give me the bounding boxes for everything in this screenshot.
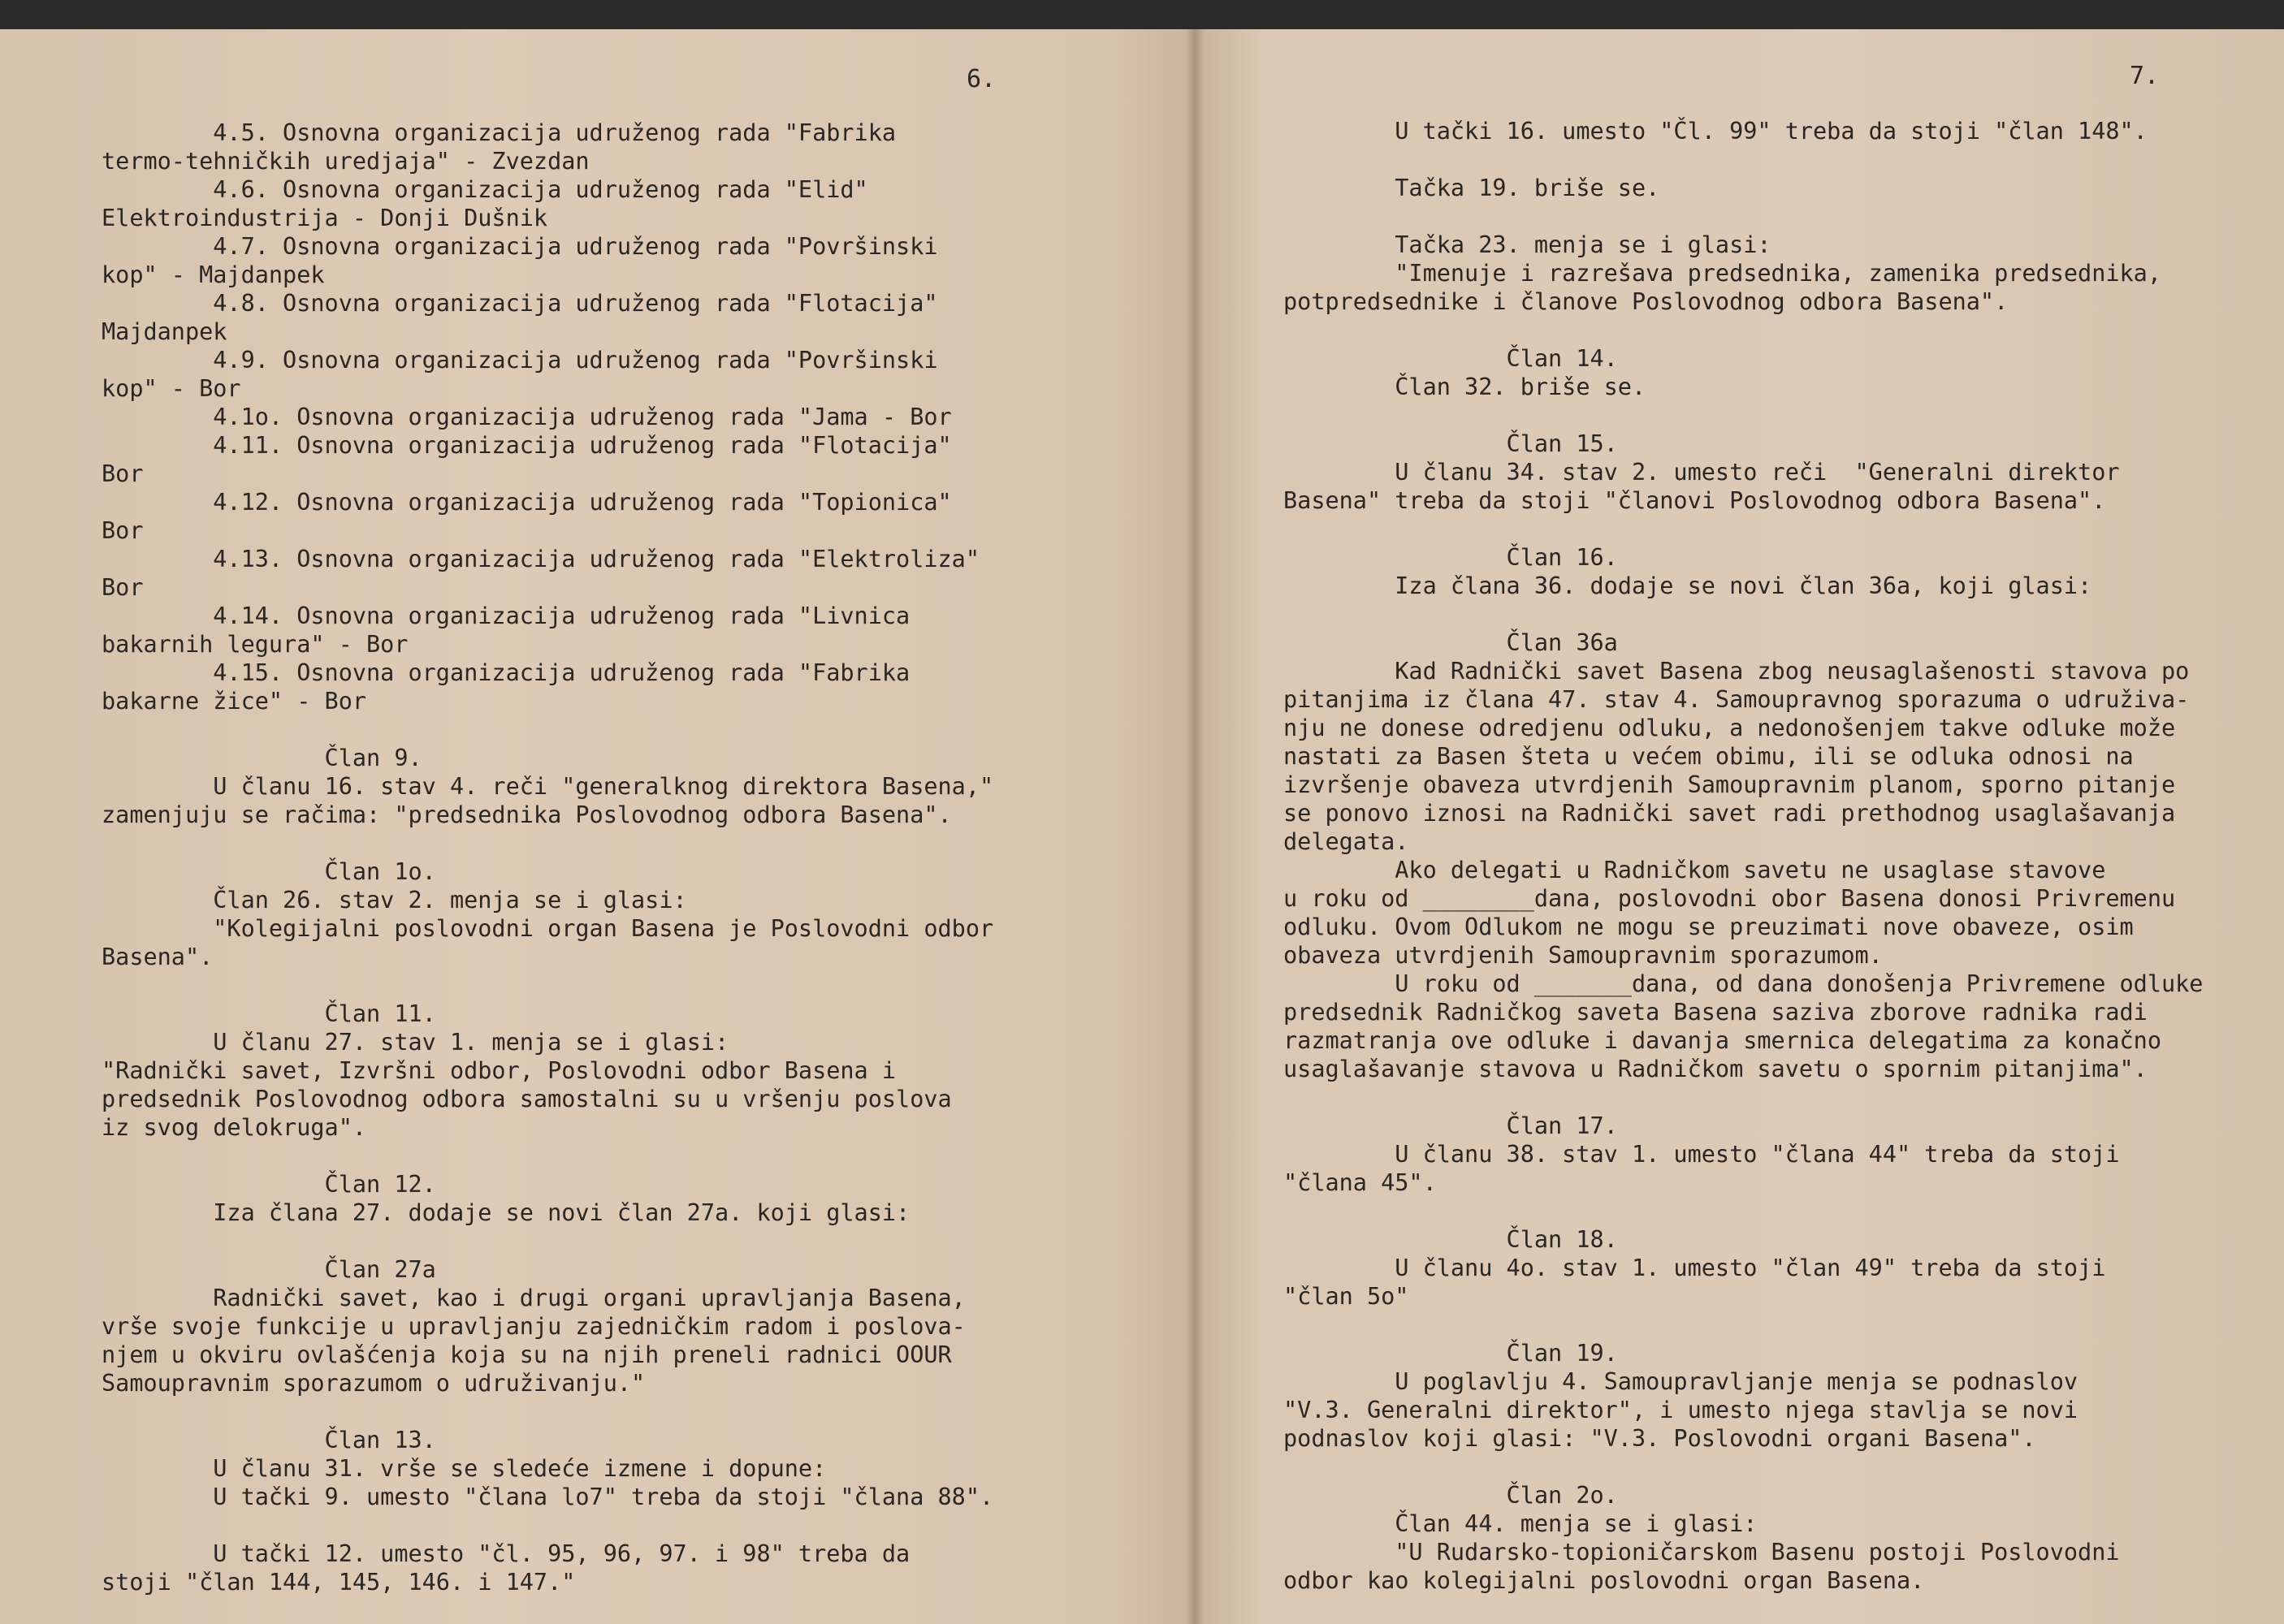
text-line: Član 2o. — [1283, 1482, 1618, 1509]
blank-line — [1283, 1311, 2203, 1339]
page-number: 6. — [967, 65, 997, 93]
text-line: pitanjima iz člana 47. stav 4. Samoupravnog sporazuma o udruživa- — [1283, 686, 2190, 713]
text-line: izvršenje obaveza utvrdjenih Samoupravnim planom, sporno pitanje — [1283, 771, 2176, 798]
text-line: Elektroindustrija - Donji Dušnik — [102, 205, 548, 231]
text-line: Radnički savet, kao i drugi organi upravljanja Basena, — [102, 1285, 966, 1311]
text-line: zamenjuju se račima: "predsednika Poslovodnog odbora Basena". — [102, 801, 952, 828]
text-line: 4.14. Osnovna organizacija udruženog rada "Livnica — [102, 603, 911, 629]
text-line: predsednik Radničkog saveta Basena saziva zborove radnika radi — [1283, 999, 2148, 1026]
text-line: Član 14. — [1283, 345, 1618, 372]
text-line: kop" - Majdanpek — [102, 261, 325, 288]
text-line: odluku. Ovom Odlukom ne mogu se preuzimati nove obaveze, osim — [1283, 914, 2134, 940]
text-line: nastati za Basen šteta u većem obimu, ili se odluka odnosi na — [1283, 743, 2134, 770]
text-line: usaglašavanje stavova u Radničkom savetu o spornim pitanjima". — [1283, 1056, 2148, 1082]
text-line: U članu 4o. stav 1. umesto "član 49" treba da stoji — [1283, 1255, 2106, 1281]
text-line: "V.3. Generalni direktor", i umesto njega stavlja se novi — [1283, 1397, 2079, 1423]
text-line: Član 17. — [1283, 1112, 1618, 1139]
text-line: U članu 16. stav 4. reči "generalknog direktora Basena," — [102, 773, 994, 800]
blank-line — [1283, 401, 2203, 430]
right-page — [1194, 29, 2284, 1624]
text-line: Član 44. menja se i glasi: — [1283, 1510, 1758, 1537]
text-line: 4.5. Osnovna organizacija udruženog rada "Fabrika — [102, 119, 897, 146]
page-number: 7. — [2130, 62, 2160, 90]
text-line: Član 12. — [102, 1171, 436, 1198]
text-line: Basena". — [102, 944, 214, 970]
text-line: Majdanpek — [102, 318, 227, 345]
text-line: U članu 38. stav 1. umesto "člana 44" treba da stoji — [1283, 1141, 2120, 1168]
text-line: Bor — [102, 460, 144, 487]
text-line: "Kolegijalni poslovodni organ Basena je Poslovodni odbor — [102, 915, 994, 942]
text-line: 4.8. Osnovna organizacija udruženog rada "Flotacija" — [102, 290, 938, 317]
text-line: Samoupravnim sporazumom o udruživanju." — [102, 1370, 646, 1397]
text-line: "Imenuje i razrešava predsednika, zamenika predsednika, — [1283, 260, 2161, 287]
blank-line — [1283, 145, 2203, 174]
text-line: Član 11. — [102, 1000, 436, 1027]
text-line: Iza člana 36. dodaje se novi član 36a, koji glasi: — [1283, 572, 2092, 599]
page-body — [1283, 117, 2203, 1595]
text-line: 4.11. Osnovna organizacija udruženog rada "Flotacija" — [102, 432, 952, 459]
blank-line — [1283, 1453, 2203, 1481]
text-line: 4.9. Osnovna organizacija udruženog rada "Površinski — [102, 347, 938, 374]
text-line: stoji "član 144, 145, 146. i 147." — [102, 1569, 576, 1596]
text-line: U članu 31. vrše se sledeće izmene i dopune: — [102, 1455, 827, 1482]
text-line: Član 15. — [1283, 430, 1618, 457]
text-line: bakarne žice" - Bor — [102, 688, 367, 715]
text-line: nju ne donese odredjenu odluku, a nedonošenjem takve odluke može — [1283, 715, 2176, 741]
text-line: Član 32. briše se. — [1283, 374, 1646, 400]
text-line: Član 16. — [1283, 544, 1618, 571]
blank-line — [1283, 1197, 2203, 1225]
blank-line — [102, 829, 993, 857]
text-line: Tačka 19. briše se. — [1283, 175, 1660, 201]
scan-top-edge — [0, 0, 2284, 29]
text-line: vrše svoje funkcije u upravljanju zajedničkim radom i poslova- — [102, 1313, 966, 1340]
text-line: podnaslov koji glasi: "V.3. Poslovodni organi Basena". — [1283, 1425, 2036, 1452]
text-line: odbor kao kolegijalni poslovodni organ Basena. — [1283, 1567, 1925, 1594]
page-body — [102, 119, 993, 1596]
text-line: Član 13. — [102, 1427, 436, 1453]
text-line: U poglavlju 4. Samoupravljanje menja se podnaslov — [1283, 1368, 2079, 1395]
text-line: Basena" treba da stoji "članovi Poslovodnog odbora Basena". — [1283, 487, 2106, 514]
text-line: Bor — [102, 517, 144, 544]
text-line: Bor — [102, 574, 144, 601]
blank-line — [102, 1142, 993, 1170]
text-line: razmatranja ove odluke i davanja smernica delegatima za konačno — [1283, 1027, 2161, 1054]
text-line: Član 19. — [1283, 1340, 1618, 1367]
text-line: 4.1o. Osnovna organizacija udruženog rada "Jama - Bor — [102, 404, 952, 430]
text-line: U roku od _______dana, od dana donošenja Privremene odluke — [1283, 970, 2204, 997]
book-gutter — [1186, 29, 1204, 1624]
text-line: 4.12. Osnovna organizacija udruženog rada "Topionica" — [102, 489, 952, 516]
text-line: Član 36a — [1283, 629, 1618, 656]
text-line: "član 5o" — [1283, 1283, 1409, 1310]
text-line: 4.13. Osnovna organizacija udruženog rada "Elektroliza" — [102, 546, 980, 572]
text-line: Ako delegati u Radničkom savetu ne usaglase stavove — [1283, 857, 2106, 883]
blank-line — [1283, 600, 2203, 628]
text-line: potpredsednike i članove Poslovodnog odbora Basena". — [1283, 288, 2009, 315]
blank-line — [102, 1511, 993, 1540]
blank-line — [1283, 1083, 2203, 1112]
text-line: U tački 12. umesto "čl. 95, 96, 97. i 98" treba da — [102, 1540, 911, 1567]
text-line: Član 1o. — [102, 858, 436, 885]
text-line: 4.7. Osnovna organizacija udruženog rada "Površinski — [102, 233, 938, 260]
text-line: "člana 45". — [1283, 1169, 1437, 1196]
text-line: kop" - Bor — [102, 375, 241, 402]
left-page — [0, 29, 1194, 1624]
text-line: u roku od ________dana, poslovodni obor Basena donosi Privremenu — [1283, 885, 2176, 912]
text-line: iz svog delokruga". — [102, 1114, 367, 1141]
blank-line — [102, 1397, 993, 1426]
text-line: "Radnički savet, Izvršni odbor, Poslovodni odbor Basena i — [102, 1057, 897, 1084]
text-line: Član 9. — [102, 745, 422, 771]
text-line: Iza člana 27. dodaje se novi član 27a. koji glasi: — [102, 1199, 911, 1226]
text-line: njem u okviru ovlašćenja koja su na njih preneli radnici OOUR — [102, 1341, 952, 1368]
text-line: delegata. — [1283, 828, 1409, 855]
text-line: "U Rudarsko-topioničarskom Basenu postoji Poslovodni — [1283, 1539, 2120, 1566]
text-line: termo-tehničkih uredjaja" - Zvezdan — [102, 148, 590, 175]
text-line: U članu 27. stav 1. menja se i glasi: — [102, 1029, 729, 1056]
text-line: U tački 9. umesto "člana lo7" treba da stoji "člana 88". — [102, 1484, 994, 1510]
text-line: Član 18. — [1283, 1226, 1618, 1253]
text-line: bakarnih legura" - Bor — [102, 631, 409, 658]
text-line: Član 26. stav 2. menja se i glasi: — [102, 887, 687, 914]
blank-line — [102, 1227, 993, 1255]
text-line: U tački 16. umesto "Čl. 99" treba da stoji "član 148". — [1283, 118, 2148, 145]
text-line: obaveza utvrdjenih Samoupravnim sporazumom. — [1283, 942, 1883, 969]
blank-line — [102, 971, 993, 1000]
blank-line — [1283, 515, 2203, 543]
blank-line — [1283, 202, 2203, 231]
blank-line — [102, 715, 993, 744]
blank-line — [1283, 316, 2203, 344]
text-line: Tačka 23. menja se i glasi: — [1283, 231, 1771, 258]
text-line: U članu 34. stav 2. umesto reči "Generalni direktor — [1283, 459, 2120, 486]
text-line: Kad Radnički savet Basena zbog neusaglašenosti stavova po — [1283, 658, 2190, 685]
text-line: se ponovo iznosi na Radnički savet radi prethodnog usaglašavanja — [1283, 800, 2176, 827]
text-line: predsednik Poslovodnog odbora samostalni su u vršenju poslova — [102, 1086, 952, 1112]
text-line: Član 27a — [102, 1256, 436, 1283]
text-line: 4.15. Osnovna organizacija udruženog rada "Fabrika — [102, 659, 911, 686]
text-line: 4.6. Osnovna organizacija udruženog rada "Elid" — [102, 176, 868, 203]
